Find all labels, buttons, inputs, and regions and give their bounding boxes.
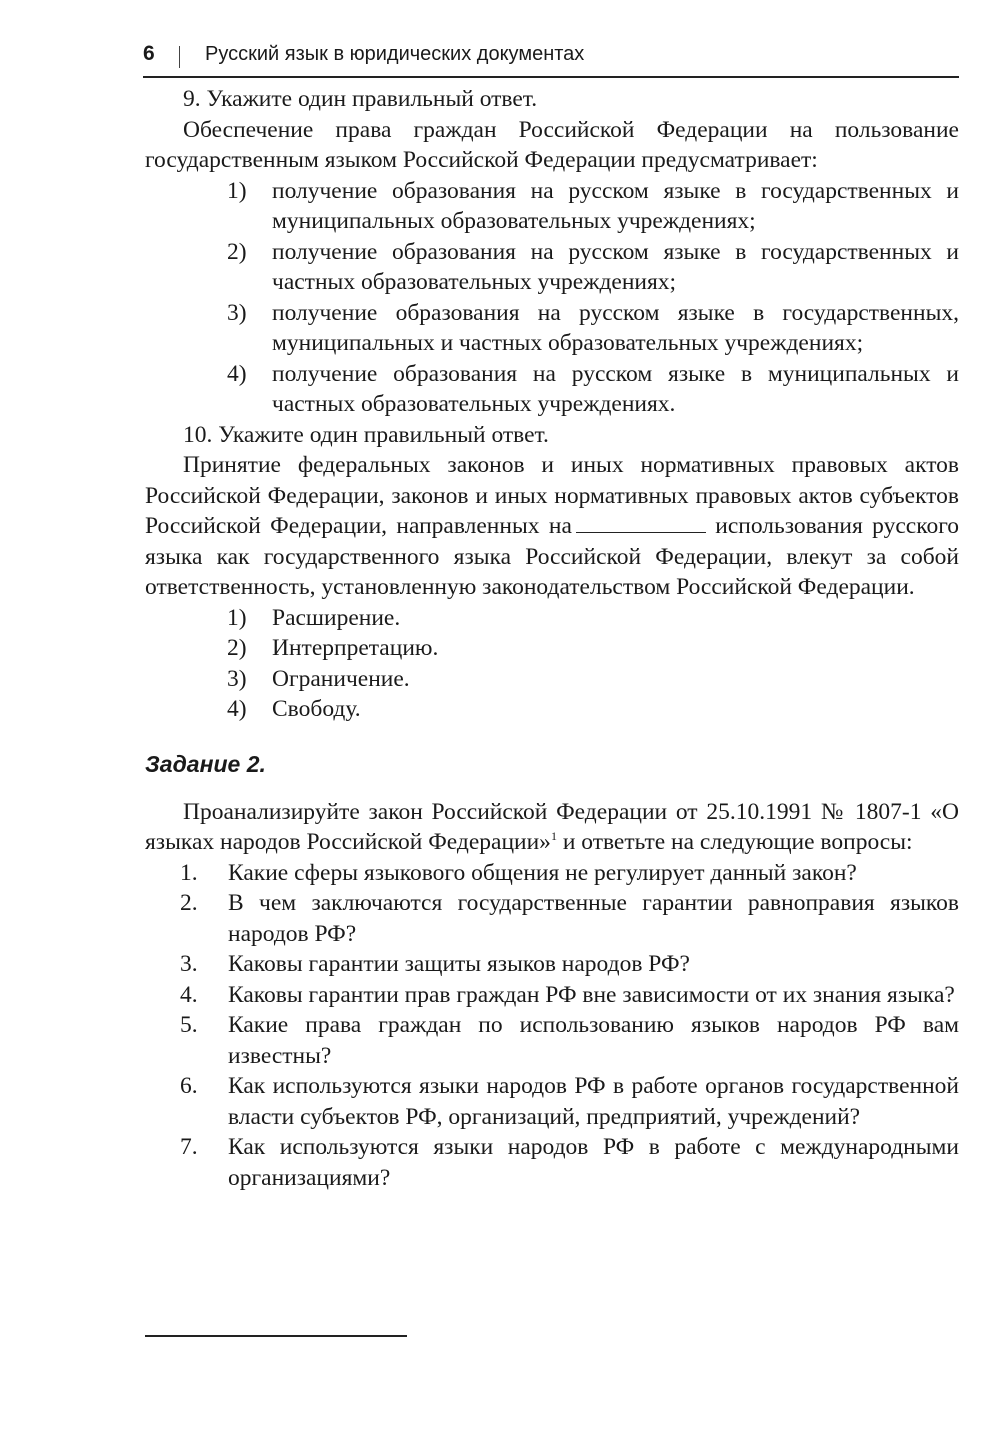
header-separator <box>179 46 180 68</box>
option-number: 1) <box>227 604 247 631</box>
option-number: 3) <box>227 299 247 326</box>
q9-option <box>145 359 959 420</box>
q10-option <box>145 603 959 634</box>
question-number: 4. <box>180 981 198 1008</box>
task2-intro-after: и ответьте на следующие вопросы: <box>556 829 913 855</box>
option-number: 2) <box>227 635 247 661</box>
task2-question <box>145 1132 959 1193</box>
question-text: Каковы гарантии защиты языков народов РФ? <box>228 951 690 977</box>
footnote-marker: 1 <box>550 829 557 843</box>
question-text: Каковы гарантии прав граждан РФ вне зависимости от их знания языка? <box>228 981 955 1008</box>
question-text: Какие права граждан по использованию языков народов РФ вам известны? <box>228 1012 959 1069</box>
question-text: Как используются языки народов РФ в работе с международными организациями? <box>228 1134 959 1191</box>
question-number: 7. <box>180 1134 198 1160</box>
q10-option <box>145 694 959 725</box>
question-number: 3. <box>180 951 198 977</box>
footnote-separator <box>145 1335 407 1337</box>
option-text: Расширение. <box>272 604 401 631</box>
running-header <box>143 40 959 78</box>
answer-blank <box>576 512 706 533</box>
page-number: 6 <box>143 42 155 65</box>
q10-option <box>145 664 959 695</box>
task2-question <box>145 1010 959 1071</box>
q9-text: Обеспечение права граждан Российской Федерации на пользование государственным языком Российской Федерации предусматривает: <box>145 116 959 173</box>
task2-question <box>145 980 959 1011</box>
task2-question <box>145 858 959 889</box>
q9-option <box>145 176 959 237</box>
option-text: Интерпретацию. <box>272 635 439 661</box>
option-text: Ограничение. <box>272 665 410 692</box>
option-number: 4) <box>227 696 247 722</box>
option-text: получение образования на русском языке в муниципальных и частных образовательных учреждениях. <box>272 360 959 417</box>
option-number: 2) <box>227 238 247 265</box>
running-title: Русский язык в юридических документах <box>205 43 585 65</box>
question-number: 2. <box>180 890 198 916</box>
page-content <box>145 84 959 1193</box>
task2-question <box>145 1071 959 1132</box>
q10-option <box>145 633 959 664</box>
q9-option <box>145 237 959 298</box>
task2-title: Задание 2. <box>145 750 266 777</box>
task2-intro-before: Проанализируйте закон Российской Федерации от 25.10.1991 № 1807-1 «О языках народов Российской Федерации» <box>145 798 959 855</box>
question-number: 5. <box>180 1012 198 1038</box>
option-number: 4) <box>227 360 247 387</box>
task2-intro <box>145 797 959 858</box>
option-text: Свободу. <box>272 696 361 722</box>
q9-heading: 9. Укажите один правильный ответ. <box>183 86 538 112</box>
q10-text-before-blank: Принятие федеральных законов и иных нормативных правовых актов Российской Федерации, законов и иных нормативных правовых актов субъектов Российской Федерации, направленных на <box>145 452 959 539</box>
option-text: получение образования на русском языке в государственных и муниципальных образовательных учреждениях; <box>272 177 959 234</box>
task2-question <box>145 949 959 980</box>
q10-options <box>145 603 959 725</box>
question-text: В чем заключаются государственные гарантии равноправия языков народов РФ? <box>228 890 959 947</box>
q10-heading: 10. Укажите один правильный ответ. <box>183 421 549 448</box>
task2-question <box>145 888 959 949</box>
question-text: Как используются языки народов РФ в работе органов государственной власти субъектов РФ, организаций, предприятий, учреждений? <box>228 1073 959 1130</box>
q9-options <box>145 176 959 420</box>
option-text: получение образования на русском языке в государственных, муниципальных и частных образовательных учреждениях; <box>272 299 959 356</box>
question-text: Какие сферы языкового общения не регулирует данный закон? <box>228 859 857 886</box>
q9-option <box>145 298 959 359</box>
question-number: 1. <box>180 859 198 886</box>
option-text: получение образования на русском языке в государственных и частных образовательных учреждениях; <box>272 238 959 295</box>
option-number: 1) <box>227 177 247 204</box>
q10-text <box>145 450 959 603</box>
option-number: 3) <box>227 665 247 692</box>
question-number: 6. <box>180 1073 198 1099</box>
task2-questions <box>145 858 959 1194</box>
q10-text-after-blank: использования русского языка как государственного языка Российской Федерации, влекут за собой ответственность, установленную законодательством Российской Федерации. <box>145 513 960 600</box>
